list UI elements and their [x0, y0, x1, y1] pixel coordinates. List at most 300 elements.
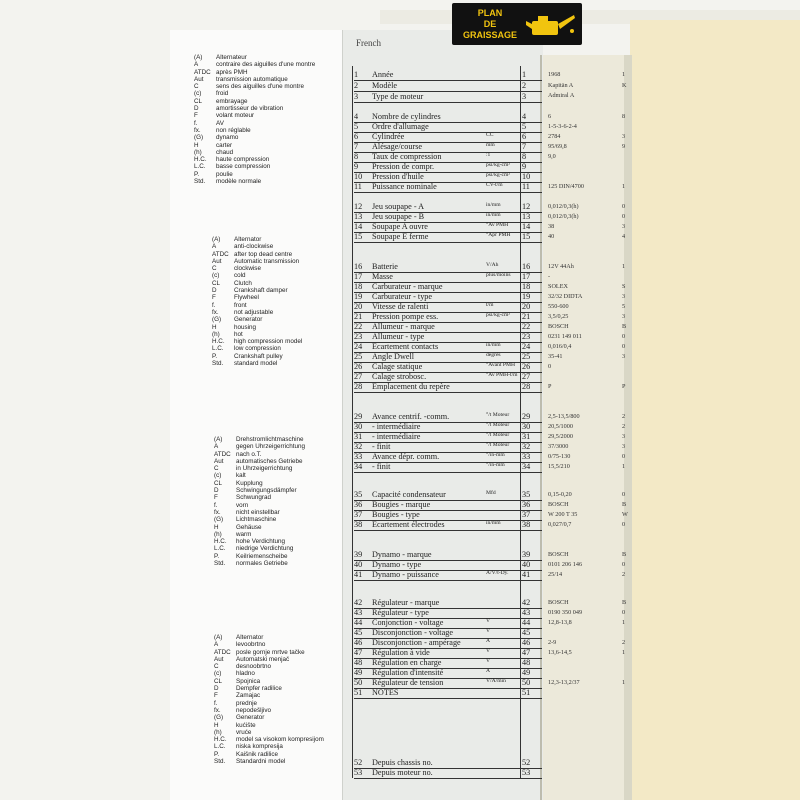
legend-meaning: carter — [216, 141, 233, 149]
row-number-right: 37 — [522, 510, 531, 519]
legend-meaning: cold — [234, 272, 246, 280]
row-unit: in/mm — [486, 202, 501, 208]
row-unit: :1 — [486, 152, 491, 158]
row-number-right: 42 — [522, 598, 531, 607]
row-label: Année — [372, 70, 394, 79]
column-value: 2784 — [548, 133, 561, 140]
column-value: 0231 149 011 — [548, 333, 582, 340]
legend-meaning: Spojnica — [236, 677, 261, 685]
row-label: Bougies - marque — [372, 500, 431, 509]
row-number-right: 22 — [522, 322, 531, 331]
row-unit: °/in-mm — [486, 462, 505, 468]
column-value: Kapitän A — [548, 82, 574, 89]
row-number: 28 — [354, 382, 363, 391]
legend-abbrev: A — [214, 641, 219, 649]
row-number-right: 1 — [522, 70, 527, 79]
legend-entry — [214, 722, 324, 729]
column-value: 1968 — [548, 71, 561, 78]
legend-abbrev: Aut — [214, 655, 224, 663]
row-number: 11 — [354, 182, 362, 191]
row-label: Régulation d'intensité — [372, 668, 444, 677]
row-label: Emplacement du repère — [372, 382, 450, 391]
legend-abbrev: CL — [212, 279, 221, 287]
row-unit: CC — [486, 132, 494, 138]
row-unit: plus/moins — [486, 272, 511, 278]
row-label: Batterie — [372, 262, 398, 271]
legend-meaning: volant moteur — [216, 112, 255, 120]
row-number-right: 16 — [522, 262, 531, 271]
row-unit: A — [486, 638, 491, 644]
legend-meaning: Alternateur — [216, 54, 247, 61]
legend-block — [212, 236, 302, 367]
legend-meaning: modèle normale — [216, 178, 262, 186]
row-number-right: 27 — [522, 372, 531, 381]
legend-meaning: Alternator — [236, 634, 264, 641]
legend-entry — [214, 714, 324, 721]
legend-abbrev: f. — [194, 119, 198, 127]
row-number-right: 30 — [522, 422, 531, 431]
legend-meaning: niska kompresija — [236, 743, 283, 751]
column-value-partial: B — [622, 551, 627, 558]
row-number-right: 51 — [522, 688, 531, 697]
row-number: 21 — [354, 312, 363, 321]
row-number: 52 — [354, 758, 363, 767]
legend-block — [194, 54, 315, 185]
row-number: 37 — [354, 510, 363, 519]
legend-abbrev: CL — [214, 479, 223, 487]
plan-de-graissage-logo — [452, 3, 582, 45]
row-number: 17 — [354, 272, 363, 281]
row-number: 33 — [354, 452, 363, 461]
column-value: 2-9 — [548, 639, 557, 646]
legend-entry — [214, 509, 305, 516]
column-value-partial: 1 — [622, 183, 626, 190]
legend-abbrev: L.C. — [194, 163, 206, 171]
column-value-partial: 3 — [622, 133, 626, 140]
row-number: 40 — [354, 560, 363, 569]
column-value-partial: 0 — [622, 521, 626, 528]
row-unit: °Av PMH — [486, 222, 509, 228]
legend-entry — [214, 634, 324, 641]
row-number-right: 19 — [522, 292, 531, 301]
legend-abbrev: H.C. — [194, 156, 207, 164]
row-number: 47 — [354, 648, 363, 657]
row-label: Masse — [372, 272, 393, 281]
row-unit: V/A/min — [486, 678, 506, 684]
row-rule — [354, 472, 542, 473]
row-rule — [354, 530, 542, 531]
legend-meaning: Gehäuse — [236, 523, 262, 531]
row-number: 8 — [354, 152, 359, 161]
row-unit: °/in-mm — [486, 452, 505, 458]
legend-entry — [194, 54, 315, 61]
row-label: Disconjonction - ampérage — [372, 638, 461, 647]
row-unit: V/Ah — [486, 262, 499, 268]
row-label: Carburateur - type — [372, 292, 433, 301]
row-number: 46 — [354, 638, 363, 647]
row-unit: °Apr PMH — [486, 232, 511, 238]
legend-abbrev: Aut — [194, 75, 204, 83]
legend-meaning: Kupplung — [236, 479, 263, 487]
row-number-right: 46 — [522, 638, 531, 647]
row-label: Type de moteur — [372, 92, 424, 101]
column-value-partial: 2 — [622, 571, 626, 578]
legend-meaning: hladno — [236, 670, 255, 678]
row-number-right: 8 — [522, 152, 527, 161]
row-label: - finit — [372, 462, 391, 471]
row-label: Pression d'huile — [372, 172, 424, 181]
row-number: 49 — [354, 668, 363, 677]
legend-entry — [214, 451, 305, 458]
legend-abbrev: (c) — [212, 272, 220, 280]
column-value-partial: 0 — [622, 333, 626, 340]
legend-entry — [212, 345, 302, 352]
legend-entry — [214, 758, 324, 765]
column-value-partial: 3 — [622, 223, 626, 230]
column-value: 0101 206 146 — [548, 561, 583, 568]
column-value: 0190 350 049 — [548, 609, 583, 616]
row-number: 7 — [354, 142, 359, 151]
legend-abbrev: P. — [194, 170, 200, 178]
legend-entry — [214, 685, 324, 692]
row-unit: degrés — [486, 352, 501, 358]
row-label: Ordre d'allumage — [372, 122, 429, 131]
column-value: 0 — [548, 363, 552, 370]
legend-meaning: nepodešljivo — [236, 706, 272, 714]
legend-abbrev: H.C. — [212, 338, 225, 346]
legend-meaning: desnoobrtno — [236, 663, 272, 671]
legend-meaning: haute compression — [216, 156, 270, 164]
legend-entry — [214, 663, 324, 670]
row-number-right: 44 — [522, 618, 531, 627]
column-value-partial: 5 — [622, 303, 626, 310]
row-label: Conjonction - voltage — [372, 618, 444, 627]
legend-abbrev: Std. — [212, 360, 224, 368]
column-value-partial: 0 — [622, 203, 626, 210]
column-value-partial: 1 — [622, 619, 626, 626]
legend-entry — [214, 524, 305, 531]
row-label: Calage strobosc. — [372, 372, 427, 381]
row-rule — [354, 242, 542, 243]
legend-meaning: Generator — [234, 316, 263, 324]
row-number-right: 40 — [522, 560, 531, 569]
logo-line-2: DE — [483, 19, 497, 29]
legend-entry — [212, 280, 302, 287]
legend-entry — [212, 338, 302, 345]
legend-meaning: AV — [216, 119, 224, 127]
legend-abbrev: (G) — [214, 714, 224, 722]
legend-abbrev: Aut — [214, 457, 224, 465]
column-value: 0,15-0,20 — [548, 491, 572, 498]
row-label: Soupape E ferme — [372, 232, 429, 241]
legend-entry — [214, 560, 305, 567]
row-label: Depuis chassis no. — [372, 758, 433, 767]
legend-entry — [212, 265, 302, 272]
legend-meaning: Standardni model — [236, 758, 286, 766]
background-yellow-sheet — [630, 20, 800, 800]
row-number-right: 7 — [522, 142, 527, 151]
row-number-right: 2 — [522, 81, 527, 90]
legend-meaning: Generator — [236, 714, 265, 722]
legend-meaning: posle gornje mrtve tačke — [236, 648, 305, 656]
row-label: Régulation à vide — [372, 648, 430, 657]
row-number-right: 11 — [522, 182, 530, 191]
legend-abbrev: P. — [214, 552, 220, 560]
legend-abbrev: (h) — [212, 330, 220, 338]
row-number: 41 — [354, 570, 363, 579]
legend-abbrev: (A) — [214, 634, 223, 641]
legend-meaning: Zamajac — [236, 692, 261, 700]
row-number-right: 50 — [522, 678, 531, 687]
legend-meaning: Schwungrad — [236, 494, 272, 502]
row-number: 5 — [354, 122, 359, 131]
legend-meaning: warm — [236, 530, 252, 538]
legend-meaning: Alternator — [234, 236, 262, 243]
row-label: Vitesse de ralenti — [372, 302, 429, 311]
legend-abbrev: (A) — [212, 236, 221, 243]
legend-abbrev: H — [212, 323, 217, 331]
legend-entry — [212, 236, 302, 243]
column-value-partial: 2 — [622, 423, 626, 430]
column-value: BOSCH — [548, 501, 569, 508]
column-value: W 200 T 35 — [548, 511, 578, 518]
row-label: Régulation en charge — [372, 658, 442, 667]
row-number: 53 — [354, 768, 363, 777]
legend-meaning: Lichtmaschine — [236, 516, 277, 524]
column-value: 13,6-14,5 — [548, 649, 572, 656]
row-unit: V — [486, 658, 491, 664]
legend-entry — [212, 316, 302, 323]
row-number-right: 39 — [522, 550, 531, 559]
row-label: Bougies - type — [372, 510, 420, 519]
legend-abbrev: D — [214, 487, 219, 495]
column-value-partial: 0 — [622, 453, 626, 460]
legend-entry — [214, 465, 305, 472]
row-label: Pression pompe ess. — [372, 312, 439, 321]
column-value: - — [548, 273, 551, 280]
legend-meaning: gegen Uhrzeigerrichtung — [236, 443, 305, 451]
legend-entry — [212, 331, 302, 338]
legend-meaning: non réglable — [216, 126, 251, 134]
row-rule — [354, 580, 542, 581]
row-number-right: 23 — [522, 332, 531, 341]
legend-block — [214, 634, 324, 765]
row-label: Avance dépr. comm. — [372, 452, 440, 461]
row-number: 43 — [354, 608, 363, 617]
row-number: 45 — [354, 628, 363, 637]
legend-meaning: in Uhrzeigerrichtung — [236, 465, 293, 473]
row-label: Dynamo - marque — [372, 550, 432, 559]
column-value-partial: B — [622, 501, 627, 508]
legend-abbrev: C — [214, 465, 219, 473]
column-value-partial: 1 — [622, 649, 626, 656]
row-unit: in/mm — [486, 342, 501, 348]
legend-abbrev: (G) — [214, 516, 224, 524]
row-label: Disconjonction - voltage — [372, 628, 453, 637]
legend-entry — [214, 751, 324, 758]
column-value: 9,0 — [548, 153, 556, 160]
logo-text — [458, 8, 522, 41]
legend-abbrev: D — [214, 685, 219, 693]
legend-entry — [212, 243, 302, 250]
row-unit: V — [486, 628, 491, 634]
legend-abbrev: A — [214, 443, 219, 451]
legend-entry — [214, 502, 305, 509]
row-unit: °/t Moteur — [486, 422, 510, 428]
legend-abbrev: ATDC — [212, 250, 229, 258]
legend-abbrev: P. — [212, 352, 218, 360]
legend-abbrev: P. — [214, 750, 220, 758]
row-label: NOTES — [372, 688, 399, 697]
row-rule — [354, 102, 542, 103]
row-number: 14 — [354, 222, 363, 231]
row-number: 16 — [354, 262, 363, 271]
row-unit: psi/kg-cm² — [486, 312, 511, 318]
column-value: 12,3-13,2/37 — [548, 679, 580, 686]
row-unit: in/mm — [486, 520, 501, 526]
legend-meaning: not adjustable — [234, 308, 274, 316]
row-unit: V — [486, 648, 491, 654]
legend-entry — [214, 516, 305, 523]
legend-entry — [212, 309, 302, 316]
row-number-right: 12 — [522, 202, 531, 211]
column-value-partial: 0 — [622, 213, 626, 220]
legend-abbrev: fx. — [214, 706, 221, 714]
legend-entry — [194, 61, 315, 68]
legend-meaning: Automatski menjač — [236, 655, 290, 663]
row-number: 32 — [354, 442, 363, 451]
row-number: 23 — [354, 332, 363, 341]
row-number: 29 — [354, 412, 363, 421]
legend-entry — [214, 692, 324, 699]
column-value-partial: W — [622, 511, 628, 518]
column-value: 25/14 — [548, 571, 563, 578]
legend-entry — [214, 656, 324, 663]
row-number: 35 — [354, 490, 363, 499]
legend-abbrev: CL — [214, 677, 223, 685]
legend-entry — [212, 324, 302, 331]
legend-abbrev: (c) — [214, 670, 222, 678]
legend-abbrev: H.C. — [214, 538, 227, 546]
row-number-right: 28 — [522, 382, 531, 391]
row-label: Carburateur - marque — [372, 282, 443, 291]
legend-abbrev: A — [212, 243, 217, 251]
row-unit: °Av PMH-t/m — [486, 372, 518, 378]
legend-meaning: levoobrtno — [236, 641, 266, 649]
legend-abbrev: f. — [214, 501, 218, 509]
legend-meaning: hohe Verdichtung — [236, 538, 286, 546]
column-value-partial: 1 — [622, 263, 626, 270]
legend-entry — [194, 178, 315, 185]
legend-meaning: clockwise — [234, 265, 261, 273]
legend-entry — [214, 487, 305, 494]
row-label: - intermédiaire — [372, 432, 421, 441]
legend-entry — [212, 360, 302, 367]
row-label: Jeu soupape - A — [372, 202, 425, 211]
legend-entry — [214, 678, 324, 685]
row-number-right: 29 — [522, 412, 531, 421]
oil-can-icon — [524, 7, 578, 41]
row-number-right: 47 — [522, 648, 531, 657]
legend-entry — [214, 531, 305, 538]
row-label: Allumeur - type — [372, 332, 425, 341]
column-value: 12V 44Ah — [548, 263, 574, 270]
legend-meaning: low compression — [234, 345, 281, 353]
row-rule — [354, 192, 542, 193]
legend-abbrev: F — [212, 294, 216, 302]
row-label: Avance centrif. -comm. — [372, 412, 450, 421]
legend-abbrev: (c) — [214, 472, 222, 480]
legend-meaning: Automatic transmission — [234, 257, 300, 265]
legend-entry — [214, 729, 324, 736]
legend-entry — [194, 98, 315, 105]
row-label: Taux de compression — [372, 152, 442, 161]
column-value-partial: P — [622, 383, 626, 390]
column-value-partial: B — [622, 599, 627, 606]
legend-abbrev: ATDC — [194, 68, 211, 76]
legend-abbrev: (h) — [214, 530, 222, 538]
row-number: 15 — [354, 232, 363, 241]
legend-entry — [212, 258, 302, 265]
legend-meaning: Dempfer radilice — [236, 685, 282, 693]
logo-line-1: PLAN — [477, 8, 503, 18]
row-number-right: 17 — [522, 272, 531, 281]
column-value: BOSCH — [548, 323, 569, 330]
row-number-right: 38 — [522, 520, 531, 529]
column-value: 35-41 — [548, 353, 563, 360]
legend-abbrev: Std. — [214, 560, 226, 568]
row-label: Cylindrée — [372, 132, 405, 141]
legend-abbrev: (h) — [214, 728, 222, 736]
column-value: 12,8-13,8 — [548, 619, 572, 626]
legend-abbrev: f. — [214, 699, 218, 707]
row-number-right: 49 — [522, 668, 531, 677]
column-value: 0,012/0,3(h) — [548, 213, 579, 220]
legend-entry — [214, 743, 324, 750]
legend-entry — [212, 353, 302, 360]
row-unit: in/mm — [486, 212, 501, 218]
row-number-right: 41 — [522, 570, 531, 579]
row-rule — [354, 698, 542, 699]
row-label: - intermédiaire — [372, 422, 421, 431]
column-value: 15,5/210 — [548, 463, 570, 470]
legend-entry — [214, 649, 324, 656]
legend-entry — [212, 287, 302, 294]
row-unit: psi/kg-cm² — [486, 162, 511, 168]
column-value: 2,5-13,5/800 — [548, 413, 580, 420]
row-label: Soupape A ouvre — [372, 222, 428, 231]
column-value-partial: 3 — [622, 443, 626, 450]
row-label: Modèle — [372, 81, 398, 90]
grid-line — [520, 756, 521, 776]
legend-abbrev: C — [212, 265, 217, 273]
column-value-partial: 3 — [622, 313, 626, 320]
legend-abbrev: fx. — [214, 508, 221, 516]
legend-abbrev: Std. — [214, 758, 226, 766]
row-number-right: 25 — [522, 352, 531, 361]
legend-entry — [214, 707, 324, 714]
row-number: 10 — [354, 172, 363, 181]
row-number: 6 — [354, 132, 359, 141]
legend-entry — [194, 76, 315, 83]
column-value: BOSCH — [548, 599, 569, 606]
legend-meaning: transmission automatique — [216, 75, 288, 83]
legend-entry — [214, 538, 305, 545]
row-number-right: 5 — [522, 122, 527, 131]
column-value: 38 — [548, 223, 555, 230]
column-value: P — [548, 383, 552, 390]
column-value: 125 DIN/4700 — [548, 183, 584, 190]
